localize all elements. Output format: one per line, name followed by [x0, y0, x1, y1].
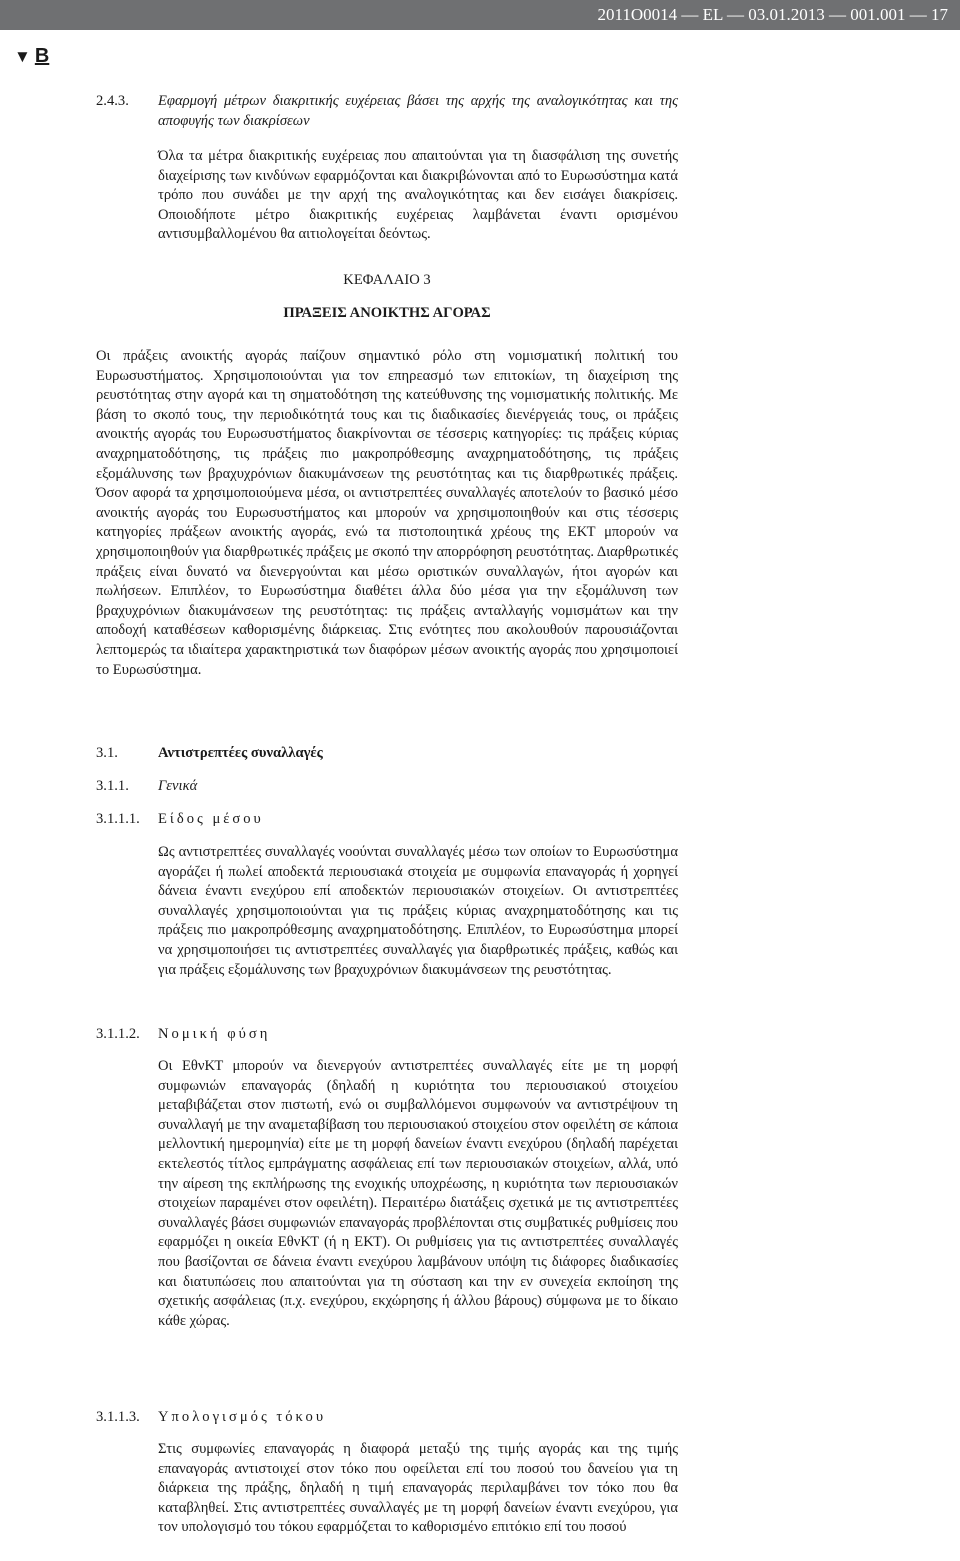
amendment-marker	[14, 47, 49, 67]
section-number-2-4-3: 2.4.3.	[96, 93, 129, 109]
paragraph-3-1-1-2: Οι ΕθνΚΤ μπορούν να διενεργούν αντιστρεπτέες συναλλαγές είτε με τη μορφή συμφωνιών επαναγοράς (δηλαδή η κυριότητα του περιουσιακού στοιχείου μεταβιβάζεται στον πιστωτή, ενώ οι συμβαλλόμενοι συμφωνούν να αντιστρέψουν τη συναλλαγή με την αναμεταβίβαση του περιουσιακού στοιχείου στον οφειλέτη σε κάποια μελλοντική ημερομηνία) είτε με τη μορφή δανείων έναντι ενεχύρου (δηλαδή παρέχεται εκτελεστός τίτλος εμπράγματης ασφάλειας επί των περιουσιακών στοιχείων, αλλά, υπό την αίρεση της εκπλήρωσης της ενοχικής υποχρέωσης, η κυριότητα των περιουσιακών στοιχείων παραμένει στον οφειλέτη). Περαιτέρω διατάξεις σχετικά με τις αντιστρεπτέες συναλλαγές βάσει συμφωνιών επαναγοράς προβλέπονται στις συμβατικές ρυθμίσεις που εφαρμόζει η οικεία ΕθνΚΤ (ή η ΕΚΤ). Οι ρυθμίσεις για τις αντιστρεπτέες συναλλαγές που βασίζονται σε δάνεια έναντι ενεχύρου λαμβάνουν υπόψη τις διάφορες διαδικασίες και διατυπώσεις που απαιτούνται για τη σύσταση και την εν συνεχεία εκποίηση της σχετικής ασφάλειας (π.χ. ενεχύρου, εκχώρησης ή άλλου βάρους) σύμφωνα με το δίκαιο κάθε χώρας.	[158, 1058, 678, 1329]
section-title-3-1-1-1: Είδος μέσου	[158, 811, 264, 827]
chapter-label: ΚΕΦΑΛΑΙΟ 3	[343, 272, 431, 288]
section-number-3-1: 3.1.	[96, 745, 118, 761]
section-title-3-1: Αντιστρεπτέες συναλλαγές	[158, 745, 323, 761]
section-title-2-4-3: Εφαρμογή μέτρων διακριτικής ευχέρειας βάσει της αρχής της αναλογικότητας και της αποφυγής των διακρίσεων	[158, 93, 678, 129]
triangle-down-icon: ▼	[14, 47, 31, 66]
section-title-3-1-1-2: Νομική φύση	[158, 1026, 271, 1042]
chapter-intro: Οι πράξεις ανοικτής αγοράς παίζουν σημαντικό ρόλο στη νομισματική πολιτική του Ευρωσυστήματος. Χρησιμοποιούνται για τον επηρεασμό των επιτοκίων, τη διαχείριση της ρευστότητας στην αγορά και τη σηματοδότηση της κατεύθυνσης της νομισματικής πολιτικής. Με βάση το σκοπό τους, την περιοδικότητά τους και τις διαδικασίες διενέργειάς τους, οι πράξεις ανοικτής αγοράς του Ευρωσυστήματος διακρίνονται σε τέσσερις κατηγορίες: τις πράξεις κύριας αναχρηματοδότησης, τις πράξεις πιο μακροπρόθεσμης αναχρηματοδότησης, τις πράξεις εξομάλυνσης των βραχυχρόνιων διακυμάνσεων της ρευστότητας και τις διαρθρωτικές πράξεις. Όσον αφορά τα χρησιμοποιούμενα μέσα, οι αντιστρεπτέες συναλλαγές αποτελούν το βασικό μέσο ανοικτής αγοράς του Ευρωσυστήματος και μπορούν να χρησιμοποιηθούν και στις τέσσερις κατηγορίες πράξεων ανοικτής αγοράς, ενώ τα πιστοποιητικά χρέους της ΕΚΤ μπορούν να χρησιμοποιηθούν για διαρθρωτικές πράξεις με σκοπό την απορρόφηση ρευστότητας. Διαρθρωτικές πράξεις είναι δυνατό να διενεργούνται και μέσω οριστικών συναλλαγών, ήτοι αγορών και πωλήσεων. Επιπλέον, το Ευρωσύστημα διαθέτει άλλα δύο μέσα για την εξομάλυνση των βραχυχρόνιων διακυμάνσεων της ρευστότητας: τις πράξεις ανταλλαγής νομισμάτων και την αποδοχή καταθέσεων καθορισμένης διάρκειας. Στις ενότητες που ακολουθούν παρουσιάζονται λεπτομερώς τα ιδιαίτερα χαρακτηριστικά των διαφόρων μέσων ανοικτής αγοράς που χρησιμοποιεί το Ευρωσύστημα.	[96, 348, 678, 678]
running-header	[0, 0, 960, 30]
amendment-letter: B	[34, 45, 50, 67]
section-number-3-1-1: 3.1.1.	[96, 778, 129, 794]
section-number-3-1-1-2: 3.1.1.2.	[96, 1026, 140, 1042]
section-title-3-1-1-3: Υπολογισμός τόκου	[158, 1409, 327, 1425]
section-title-3-1-1: Γενικά	[158, 778, 198, 794]
section-number-3-1-1-1: 3.1.1.1.	[96, 811, 140, 827]
running-header-text: 2011O0014 — EL — 03.01.2013 — 001.001 — 17	[597, 5, 948, 24]
section-number-3-1-1-3: 3.1.1.3.	[96, 1409, 140, 1425]
paragraph-3-1-1-3: Στις συμφωνίες επαναγοράς η διαφορά μεταξύ της τιμής αγοράς και της τιμής επαναγοράς αντιστοιχεί στον τόκο που οφείλεται επί του ποσού του δανείου για τη διάρκεια της πράξης, δηλαδή η τιμή επαναγοράς περιλαμβάνει τον τόκο που θα καταβληθεί. Στις αντιστρεπτέες συναλλαγές με τη μορφή δανείων έναντι ενεχύρου, για τον υπολογισμό του τόκου εφαρμόζεται το καθορισμένο επιτόκιο επί του ποσού	[158, 1441, 678, 1536]
paragraph-3-1-1-1: Ως αντιστρεπτέες συναλλαγές νοούνται συναλλαγές μέσω των οποίων το Ευρωσύστημα αγοράζει ή πωλεί αποδεκτά περιουσιακά στοιχεία με συμφωνία επαναγοράς ή χορηγεί δάνεια έναντι ενεχύρου επί αποδεκτών περιουσιακών στοιχείων. Οι αντιστρεπτέες συναλλαγές χρησιμοποιούνται για τις πράξεις κύριας αναχρηματοδότησης και τις πράξεις πιο μακροπρόθεσμης αναχρηματοδότησης. Επιπλέον, το Ευρωσύστημα μπορεί να χρησιμοποιήσει τις αντιστρεπτέες συναλλαγές για διαρθρωτικές πράξεις, καθώς και για πράξεις εξομάλυνσης των βραχυχρόνιων διακυμάνσεων της ρευστότητας.	[158, 844, 678, 978]
paragraph-2-4-3: Όλα τα μέτρα διακριτικής ευχέρειας που απαιτούνται για τη διασφάλιση της συνετής διαχείρισης των κινδύνων εφαρμόζονται και διακριβώνονται από το Ευρωσύστημα κατά τρόπο που συνάδει με την αρχή της αναλογικότητας και δεν εισάγει διακρίσεις. Οποιοδήποτε μέτρο διακριτικής ευχέρειας λαμβάνεται έναντι ορισμένου αντισυμβαλλομένου θα αιτιολογείται δεόντως.	[158, 148, 678, 243]
chapter-title: ΠΡΑΞΕΙΣ ΑΝΟΙΚΤΗΣ ΑΓΟΡΑΣ	[283, 305, 491, 321]
